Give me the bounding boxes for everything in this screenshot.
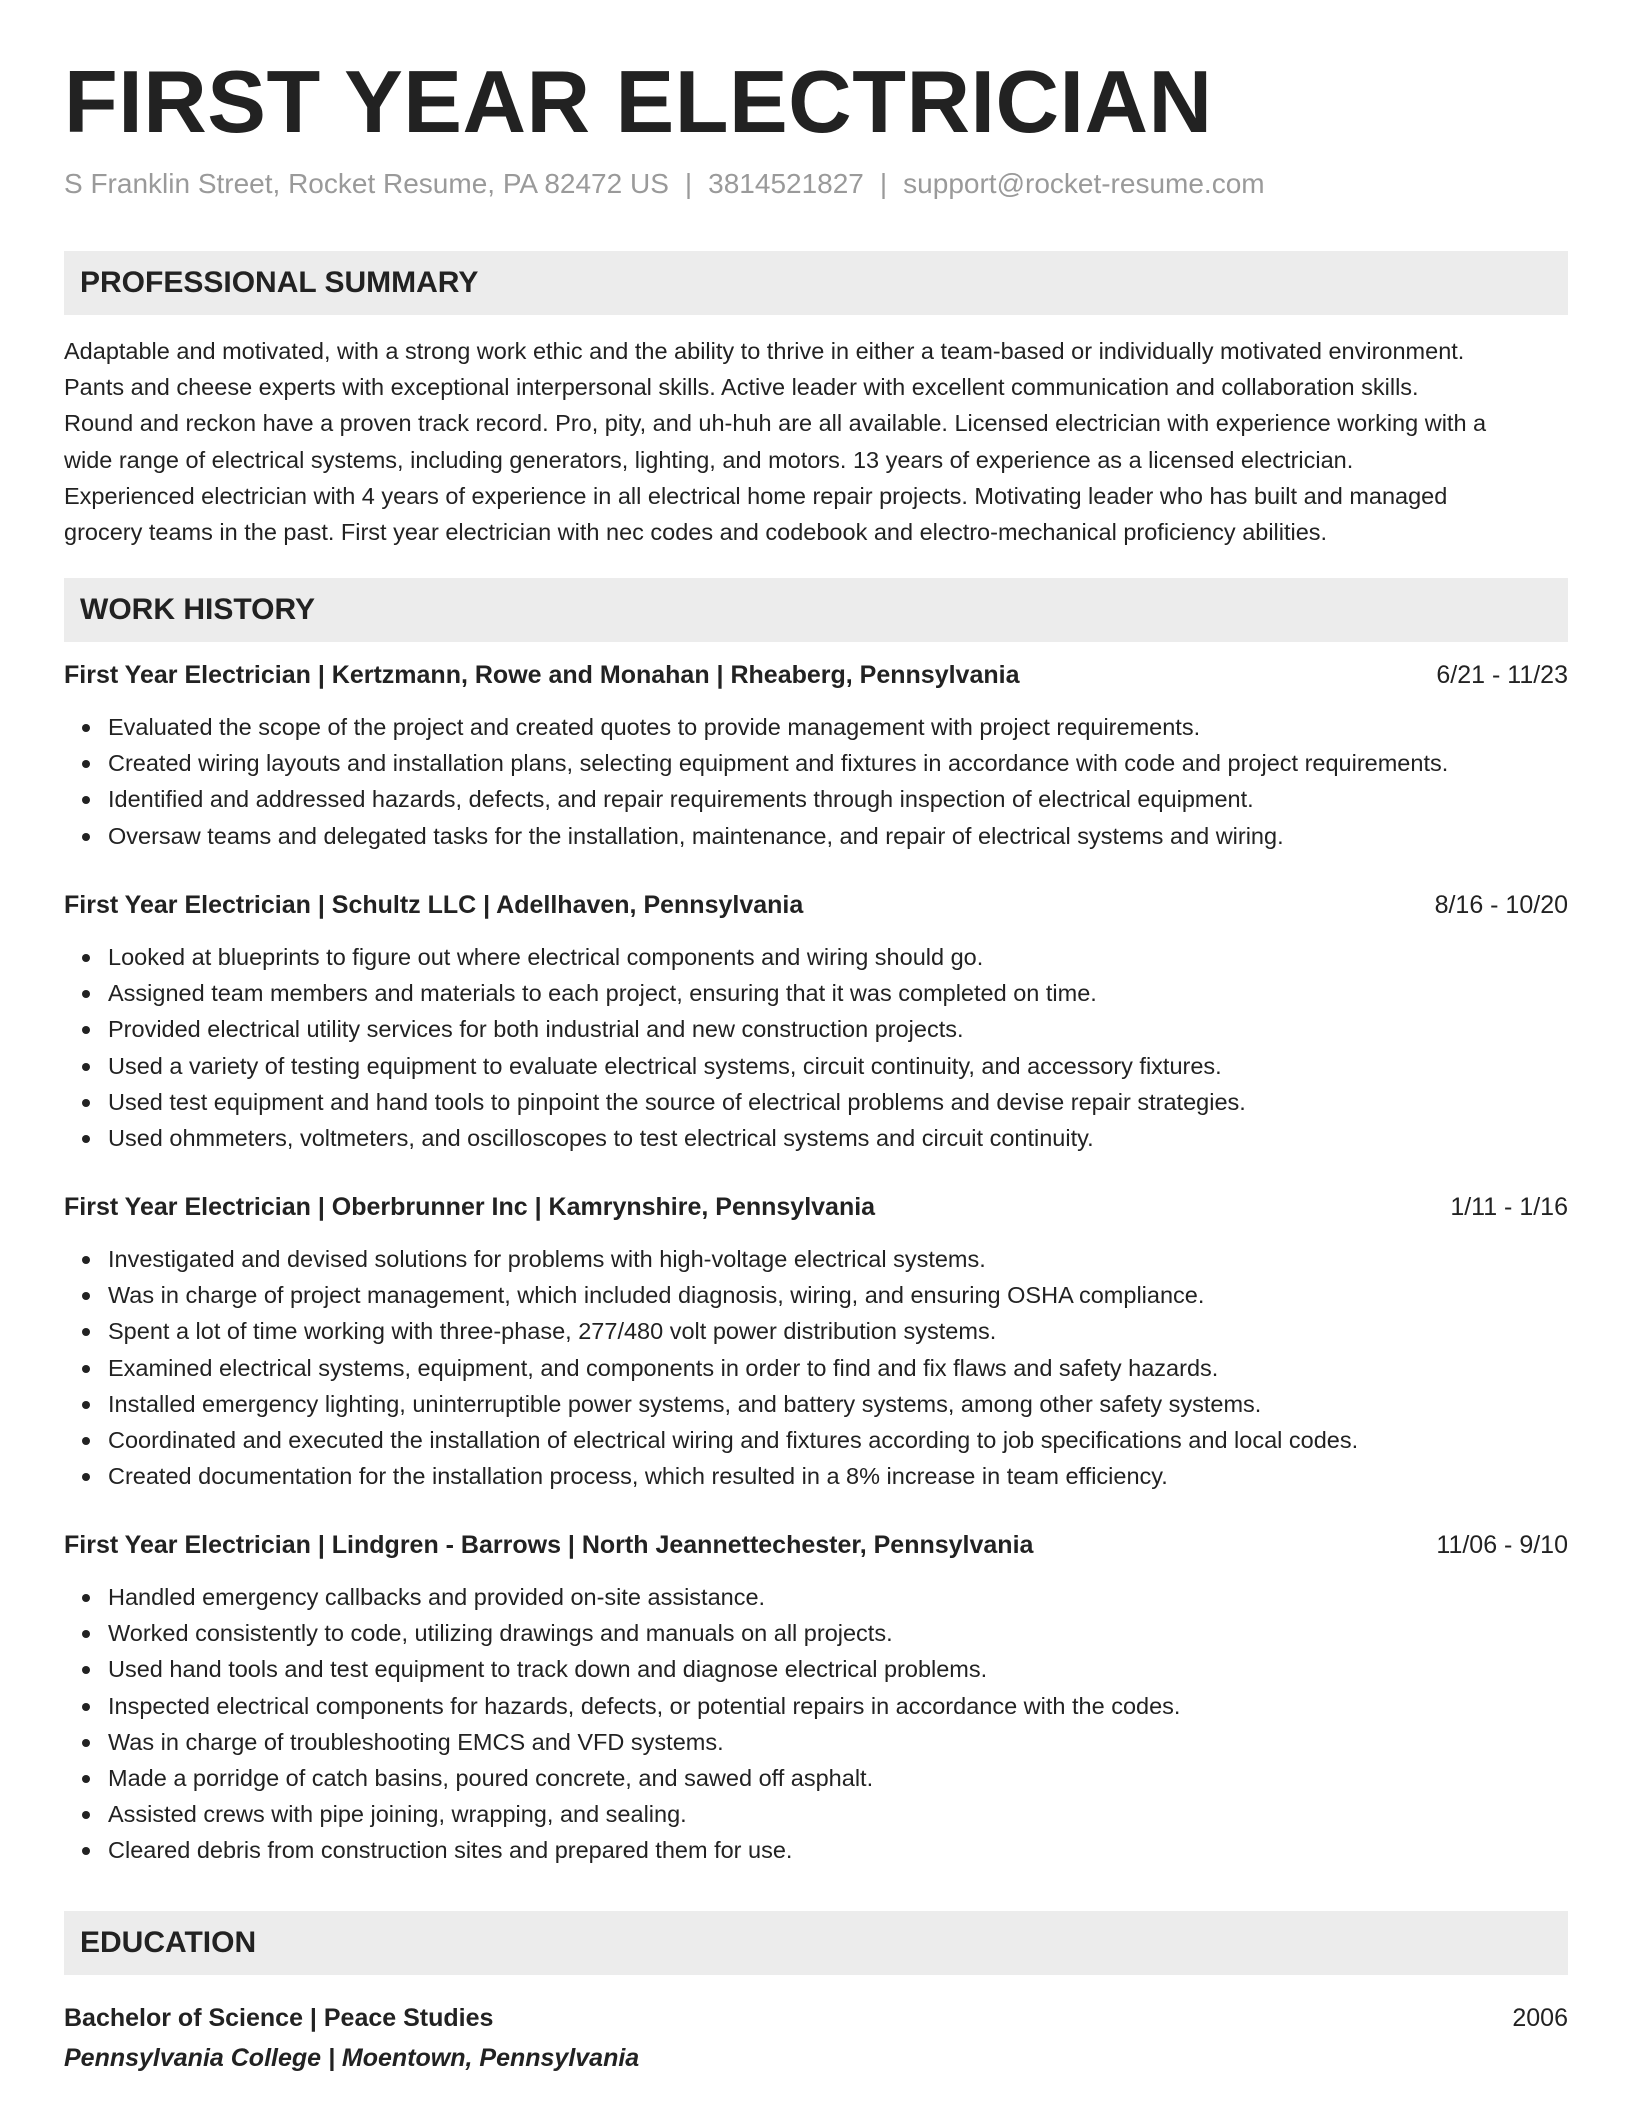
job-bullet [64,1048,1568,1084]
job-bullet [64,1651,1568,1687]
job-entry [64,1527,1568,1869]
contact-line [64,166,1265,202]
bullet-dot-icon [82,1256,90,1264]
job-bullet [64,1277,1568,1313]
job-bullet [64,1724,1568,1760]
job-heading: First Year Electrician | Schultz LLC | Adellhaven, Pennsylvania [64,891,804,919]
job-bullet [64,1011,1568,1047]
education-year: 2006 [1512,2004,1568,2032]
education-entry [64,2000,1568,2076]
summary-line: Round and reckon have a proven track record. Pro, pity, and uh-huh are all available. Licensed electrician with experience working with a [64,410,1487,437]
bullet-dot-icon [82,1666,90,1674]
bullet-text: Coordinated and executed the installation of electrical wiring and fixtures according to job specifications and local codes. [108,1427,1359,1454]
bullet-text: Used hand tools and test equipment to track down and diagnose electrical problems. [108,1656,988,1683]
bullet-dot-icon [82,1365,90,1373]
job-bullet [64,1350,1568,1386]
job-bullet [64,1120,1568,1156]
bullet-text: Inspected electrical components for hazards, defects, or potential repairs in accordance with the codes. [108,1692,1181,1719]
summary-line: grocery teams in the past. First year electrician with nec codes and codebook and electro-mechanical proficiency abilities. [64,519,1328,546]
section-header-summary: PROFESSIONAL SUMMARY [64,251,1568,315]
contact-address: S Franklin Street, Rocket Resume, PA 82472 US [64,168,669,199]
job-bullet [64,1796,1568,1832]
bullet-text: Identified and addressed hazards, defects, and repair requirements through inspection of electrical equipment. [108,786,1254,813]
bullet-dot-icon [82,724,90,732]
job-bullet [64,1313,1568,1349]
job-heading: First Year Electrician | Oberbrunner Inc | Kamrynshire, Pennsylvania [64,1193,876,1221]
professional-summary [64,333,1568,550]
job-bullet [64,745,1568,781]
bullet-text: Was in charge of project management, which included diagnosis, wiring, and ensuring OSHA compliance. [108,1282,1205,1309]
contact-separator: | [879,168,888,199]
job-bullet [64,1458,1568,1494]
section-header-education: EDUCATION [64,1911,1568,1975]
bullet-dot-icon [82,1594,90,1602]
bullet-dot-icon [82,1739,90,1747]
bullet-text: Looked at blueprints to figure out where electrical components and wiring should go. [108,944,984,970]
contact-phone: 3814521827 [708,168,864,199]
job-header [64,887,1568,923]
job-bullet [64,709,1568,745]
job-header [64,1527,1568,1563]
bullet-dot-icon [82,1063,90,1071]
bullet-text: Made a porridge of catch basins, poured concrete, and sawed off asphalt. [108,1765,874,1792]
job-bullet [64,975,1568,1011]
job-dates: 6/21 - 11/23 [1436,661,1568,689]
job-entry [64,1189,1568,1494]
bullet-text: Assigned team members and materials to each project, ensuring that it was completed on time. [108,980,1097,1007]
job-bullet-list [64,1241,1568,1494]
contact-email: support@rocket-resume.com [903,168,1265,199]
bullet-dot-icon [82,1292,90,1300]
bullet-dot-icon [82,1703,90,1711]
bullet-dot-icon [82,954,90,962]
job-bullet [64,1615,1568,1651]
job-heading: First Year Electrician | Kertzmann, Rowe and Monahan | Rheaberg, Pennsylvania [64,661,1020,689]
education-degree: Bachelor of Science | Peace Studies [64,2004,494,2032]
education-header [64,2000,1568,2036]
bullet-text: Spent a lot of time working with three-phase, 277/480 volt power distribution systems. [108,1318,997,1345]
bullet-dot-icon [82,1630,90,1638]
bullet-text: Was in charge of troubleshooting EMCS and VFD systems. [108,1728,724,1755]
bullet-dot-icon [82,1026,90,1034]
job-dates: 8/16 - 10/20 [1434,891,1568,919]
bullet-text: Worked consistently to code, utilizing drawings and manuals on all projects. [108,1620,893,1647]
education-school: Pennsylvania College | Moentown, Pennsylvania [64,2044,640,2072]
job-bullet [64,1241,1568,1277]
job-bullet [64,1832,1568,1868]
bullet-dot-icon [82,1099,90,1107]
job-header [64,657,1568,693]
job-entry [64,887,1568,1156]
job-bullet [64,781,1568,817]
summary-line: Adaptable and motivated, with a strong work ethic and the ability to thrive in either a team-based or individually motivated environment. [64,338,1465,364]
job-heading: First Year Electrician | Lindgren - Barrows | North Jeannettechester, Pennsylvania [64,1531,1034,1559]
bullet-dot-icon [82,760,90,768]
job-entry [64,657,1568,854]
job-bullet [64,1084,1568,1120]
bullet-text: Used a variety of testing equipment to evaluate electrical systems, circuit continuity, and accessory fixtures. [108,1052,1222,1079]
bullet-dot-icon [82,796,90,804]
job-bullet [64,1422,1568,1458]
bullet-dot-icon [82,990,90,998]
bullet-text: Assisted crews with pipe joining, wrapping, and sealing. [108,1801,687,1828]
job-bullet [64,1386,1568,1422]
job-bullet [64,1688,1568,1724]
bullet-text: Cleared debris from construction sites and prepared them for use. [108,1837,793,1864]
bullet-text: Provided electrical utility services for both industrial and new construction projects. [108,1016,964,1043]
bullet-dot-icon [82,833,90,841]
bullet-text: Created documentation for the installation process, which resulted in a 8% increase in team efficiency. [108,1463,1168,1490]
job-bullet [64,939,1568,975]
bullet-dot-icon [82,1135,90,1143]
bullet-dot-icon [82,1473,90,1481]
job-bullet-list [64,939,1568,1156]
contact-separator: | [684,168,693,199]
summary-line: wide range of electrical systems, including generators, lighting, and motors. 13 years of experience as a licensed electrician. [64,446,1354,473]
job-dates: 11/06 - 9/10 [1436,1531,1568,1559]
summary-line: Experienced electrician with 4 years of experience in all electrical home repair projects. Motivating leader who has built and managed [64,482,1448,509]
bullet-dot-icon [82,1811,90,1819]
job-bullet [64,1579,1568,1615]
bullet-text: Used test equipment and hand tools to pinpoint the source of electrical problems and devise repair strategies. [108,1088,1246,1115]
section-header-work-history: WORK HISTORY [64,578,1568,642]
bullet-dot-icon [82,1847,90,1855]
bullet-text: Handled emergency callbacks and provided on-site assistance. [108,1584,766,1610]
job-dates: 1/11 - 1/16 [1450,1193,1568,1221]
job-header [64,1189,1568,1225]
bullet-text: Examined electrical systems, equipment, and components in order to find and fix flaws and safety hazards. [108,1354,1219,1381]
bullet-text: Oversaw teams and delegated tasks for the installation, maintenance, and repair of electrical systems and wiring. [108,822,1284,849]
job-bullet [64,818,1568,854]
job-bullet-list [64,1579,1568,1869]
job-bullet [64,1760,1568,1796]
summary-line: Pants and cheese experts with exceptional interpersonal skills. Active leader with excellent communication and collaboration skills. [64,374,1419,401]
bullet-text: Installed emergency lighting, uninterruptible power systems, and battery systems, among other safety systems. [108,1390,1262,1417]
bullet-text: Created wiring layouts and installation plans, selecting equipment and fixtures in accordance with code and project requirements. [108,750,1449,777]
bullet-dot-icon [82,1328,90,1336]
bullet-dot-icon [82,1437,90,1445]
candidate-name: FIRST YEAR ELECTRICIAN [64,52,1213,151]
bullet-text: Evaluated the scope of the project and created quotes to provide management with project requirements. [108,714,1201,740]
bullet-text: Used ohmmeters, voltmeters, and oscilloscopes to test electrical systems and circuit continuity. [108,1125,1094,1152]
job-bullet-list [64,709,1568,854]
bullet-text: Investigated and devised solutions for problems with high-voltage electrical systems. [108,1246,986,1272]
bullet-dot-icon [82,1401,90,1409]
bullet-dot-icon [82,1775,90,1783]
